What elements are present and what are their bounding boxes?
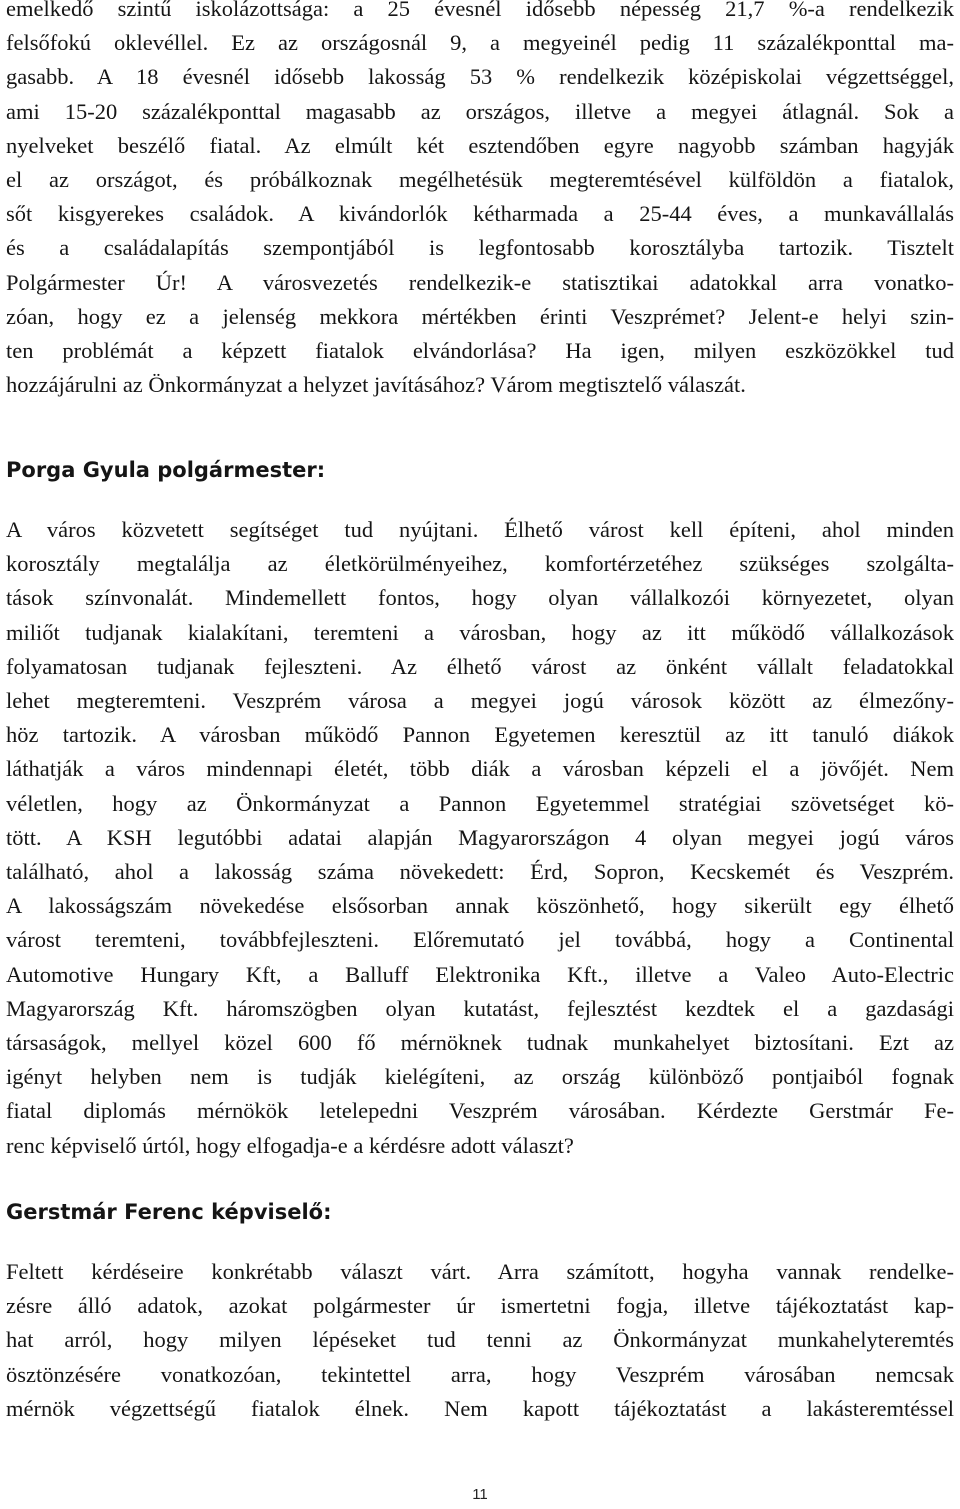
text-line: miliőt tudjanak kialakítani, teremteni a városban, hogy az itt működő vállalkozások bbox=[6, 619, 954, 645]
text-line: A lakosságszám növekedése elsősorban annak köszönhető, hogy sikerült egy élhető bbox=[6, 893, 954, 919]
text-line: zésre álló adatok, azokat polgármester úr ismertetni fogja, illetve tájékoztatást kap- bbox=[6, 1293, 954, 1319]
text-line: Feltett kérdéseire konkrétabb választ várt. Arra számított, hogyha vannak rendelke- bbox=[6, 1259, 954, 1284]
text-line: hozzájárulni az Önkormányzat a helyzet javításához? Várom megtisztelő válaszát. bbox=[6, 372, 746, 398]
gerstmar-reply-paragraph bbox=[6, 1255, 954, 1426]
text-line: zóan, hogy ez a jelenség mekkora mértékben érinti Veszprémet? Jelent-e helyi szin- bbox=[6, 303, 954, 329]
text-line: lehet megteremteni. Veszprém városa a megyei jogú városok között az élmezőny- bbox=[6, 688, 954, 714]
text-line: és a családalapítás szempontjából is legfontosabb korosztályba tartozik. Tisztelt bbox=[6, 235, 954, 261]
text-line: ami 15-20 százalékponttal magasabb az országos, illetve a megyei átlagnál. Sok a bbox=[6, 98, 954, 124]
text-line: Magyarország Kft. háromszögben olyan kutatást, fejlesztést kezdtek el a gazdasági bbox=[6, 995, 954, 1021]
text-line: höz tartozik. A városban működő Pannon Egyetemen keresztül az itt tanuló diákok bbox=[6, 722, 954, 748]
text-line: renc képviselő úrtól, hogy elfogadja-e a kérdésre adott választ? bbox=[6, 1132, 574, 1158]
text-line: nyelveket beszélő fiatal. Az elmúlt két esztendőben egyre nagyobb számban hagyják bbox=[6, 132, 954, 158]
speaker-heading-mayor: Porga Gyula polgármester: bbox=[6, 458, 326, 482]
text-line: hat arról, hogy milyen lépéseket tud tenni az Önkormányzat munkahelyteremtés bbox=[6, 1327, 954, 1353]
text-line: A város közvetett segítséget tud nyújtani. Élhető várost kell építeni, ahol minden bbox=[6, 517, 954, 542]
text-line: található, ahol a lakosság száma növekedett: Érd, Sopron, Kecskemét és Veszprém. bbox=[6, 859, 954, 885]
text-line: felsőfokú oklevéllel. Ez az országosnál 9, a megyeinél pedig 11 százalékponttal ma- bbox=[6, 30, 954, 56]
speaker-heading-gerstmar: Gerstmár Ferenc képviselő: bbox=[6, 1200, 332, 1224]
text-line: Polgármester Úr! A városvezetés rendelkezik-e statisztikai adatokkal arra vonatko- bbox=[6, 269, 954, 295]
text-line: el az országot, és próbálkoznak megélhetésük megteremtésével külföldön a fiatalok, bbox=[6, 167, 954, 193]
text-line: gasabb. A 18 évesnél idősebb lakosság 53 % rendelkezik középiskolai végzettséggel, bbox=[6, 64, 954, 90]
text-line: tött. A KSH legutóbbi adatai alapján Magyarországon 4 olyan megyei jogú város bbox=[6, 824, 954, 850]
text-line: véletlen, hogy az Önkormányzat a Pannon Egyetemmel stratégiai szövetséget kö- bbox=[6, 790, 954, 816]
text-line: várost teremteni, továbbfejleszteni. Előremutató jel továbbá, hogy a Continental bbox=[6, 927, 954, 953]
text-line: igényt helyben nem is tudják kielégíteni, az ország különböző pontjaiból fognak bbox=[6, 1064, 954, 1090]
text-line: sőt kisgyerekes családok. A kivándorlók kétharmada a 25-44 éves, a munkavállalás bbox=[6, 201, 954, 227]
text-line: folyamatosan tudjanak fejleszteni. Az élhető várost az önként vállalt feladatokkal bbox=[6, 653, 954, 679]
text-line: ösztönzésére vonatkozóan, tekintettel arra, hogy Veszprém városában nemcsak bbox=[6, 1361, 954, 1387]
mayor-answer-paragraph bbox=[6, 513, 954, 1163]
text-line: ten problémát a képzett fiatalok elvándorlása? Ha igen, milyen eszközökkel tud bbox=[6, 338, 954, 364]
text-line: emelkedő szintű iskolázottsága: a 25 évesnél idősebb népesség 21,7 %-a rendelkezik bbox=[6, 0, 954, 21]
text-line: mérnök végzettségű fiatalok élnek. Nem kapott tájékoztatást a lakásteremtéssel bbox=[6, 1395, 954, 1421]
text-line: társaságok, mellyel közel 600 fő mérnöknek tudnak munkahelyet biztosítani. Ezt az bbox=[6, 1030, 954, 1056]
text-line: láthatják a város mindennapi életét, több diák a városban képzeli el a jövőjét. Nem bbox=[6, 756, 954, 782]
text-line: fiatal diplomás mérnökök letelepedni Veszprém városában. Kérdezte Gerstmár Fe- bbox=[6, 1098, 954, 1124]
page-number: 11 bbox=[472, 1486, 488, 1503]
question-paragraph bbox=[6, 0, 954, 402]
text-line: tások színvonalát. Mindemellett fontos, hogy olyan vállalkozói környezetet, olyan bbox=[6, 585, 954, 611]
text-line: Automotive Hungary Kft, a Balluff Elektronika Kft., illetve a Valeo Auto-Electric bbox=[6, 961, 954, 987]
text-line: korosztály megtalálja az életkörülményeihez, komfortérzetéhez szükséges szolgálta- bbox=[6, 551, 954, 577]
